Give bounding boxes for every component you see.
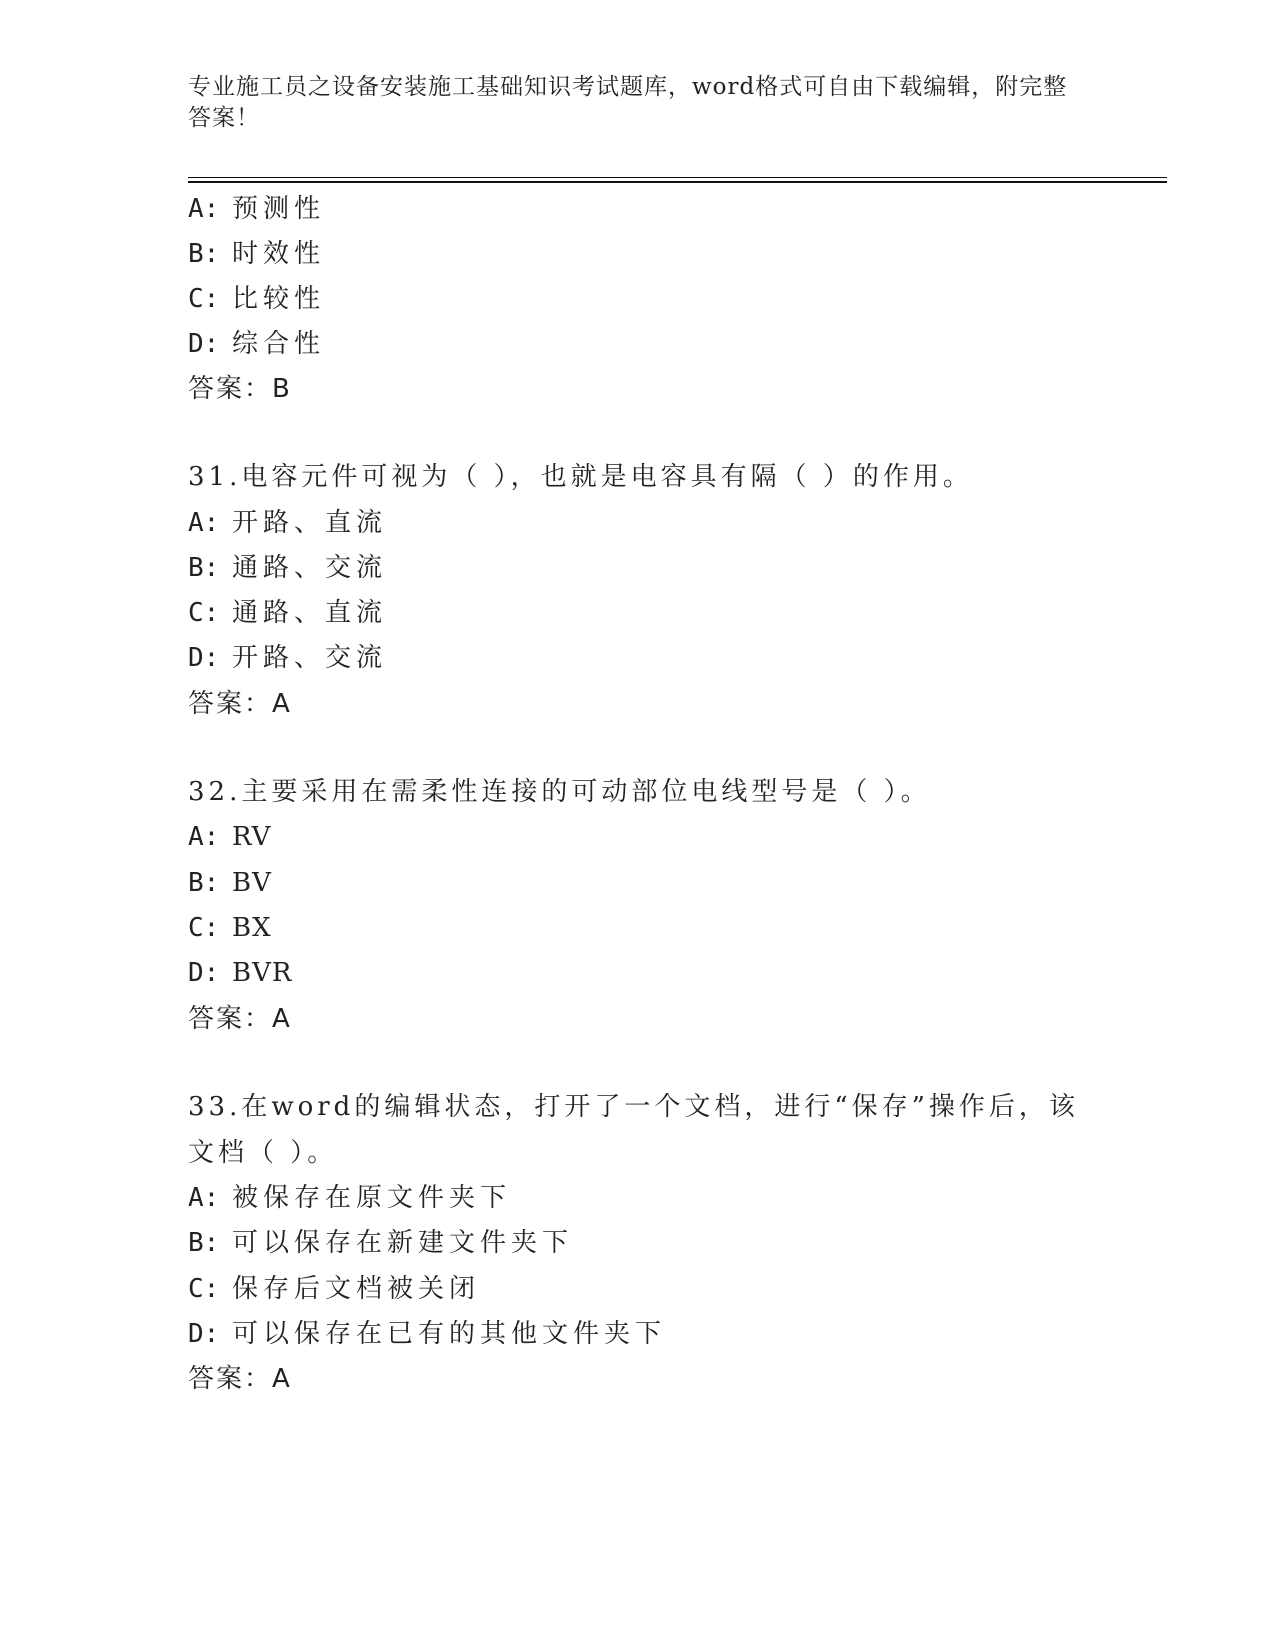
option-text: 通路、交流 bbox=[232, 553, 388, 583]
option-a bbox=[188, 820, 271, 854]
option-label: A: bbox=[188, 194, 220, 224]
option-c bbox=[188, 911, 272, 945]
option-b bbox=[188, 237, 325, 271]
option-text: 综合性 bbox=[232, 329, 326, 359]
option-d bbox=[188, 1317, 666, 1351]
option-label: C: bbox=[188, 1274, 220, 1304]
option-label: D: bbox=[188, 643, 220, 673]
option-text: 保存后文档被关闭 bbox=[232, 1274, 481, 1304]
option-text: 可以保存在已有的其他文件夹下 bbox=[232, 1319, 667, 1349]
option-b bbox=[188, 866, 272, 900]
question-stem: 32.主要采用在需柔性连接的可动部位电线型号是（ ）。 bbox=[188, 777, 931, 807]
option-text: 通路、直流 bbox=[232, 598, 388, 628]
option-b bbox=[188, 1226, 573, 1260]
option-a bbox=[188, 192, 325, 226]
option-label: B: bbox=[188, 239, 220, 269]
option-text: 可以保存在新建文件夹下 bbox=[232, 1228, 574, 1258]
option-c bbox=[188, 1272, 480, 1306]
option-d bbox=[188, 956, 292, 990]
option-label: D: bbox=[188, 958, 220, 988]
option-text: 开路、交流 bbox=[232, 643, 388, 673]
option-label: A: bbox=[188, 508, 220, 538]
option-label: A: bbox=[188, 822, 220, 852]
option-label: B: bbox=[188, 1228, 220, 1258]
option-label: B: bbox=[188, 553, 220, 583]
option-text: 比较性 bbox=[232, 284, 326, 314]
answer: 答案：A bbox=[188, 1364, 292, 1394]
option-d bbox=[188, 327, 325, 361]
option-c bbox=[188, 596, 387, 630]
option-label: C: bbox=[188, 913, 220, 943]
option-text: 预测性 bbox=[232, 194, 326, 224]
option-text: 时效性 bbox=[232, 239, 326, 269]
question-stem-line-2: 文档（ ）。 bbox=[188, 1138, 338, 1168]
option-text: RV bbox=[232, 822, 272, 852]
option-text: 被保存在原文件夹下 bbox=[232, 1183, 512, 1213]
option-label: B: bbox=[188, 868, 220, 898]
option-a bbox=[188, 506, 387, 540]
answer: 答案：A bbox=[188, 689, 292, 719]
option-text: 开路、直流 bbox=[232, 508, 388, 538]
question-stem-line-1: 33.在word的编辑状态，打开了一个文档，进行“保存”操作后，该 bbox=[188, 1092, 1079, 1122]
option-label: C: bbox=[188, 598, 220, 628]
option-text: BX bbox=[232, 913, 272, 943]
option-text: BVR bbox=[232, 958, 293, 988]
option-text: BV bbox=[232, 868, 272, 898]
header-divider-top bbox=[188, 177, 1167, 178]
document-header bbox=[188, 72, 1068, 134]
option-label: A: bbox=[188, 1183, 220, 1213]
option-label: D: bbox=[188, 329, 220, 359]
answer: 答案：B bbox=[188, 374, 292, 404]
answer: 答案：A bbox=[188, 1004, 292, 1034]
option-label: C: bbox=[188, 284, 220, 314]
question-stem: 31.电容元件可视为（ ），也就是电容具有隔（ ）的作用。 bbox=[188, 462, 973, 492]
header-title: 专业施工员之设备安装施工基础知识考试题库，word格式可自由下载编辑，附完整答案！ bbox=[188, 74, 1068, 131]
header-divider-bottom bbox=[188, 181, 1167, 183]
option-b bbox=[188, 551, 387, 585]
option-d bbox=[188, 641, 387, 675]
option-label: D: bbox=[188, 1319, 220, 1349]
option-a bbox=[188, 1181, 511, 1215]
option-c bbox=[188, 282, 325, 316]
